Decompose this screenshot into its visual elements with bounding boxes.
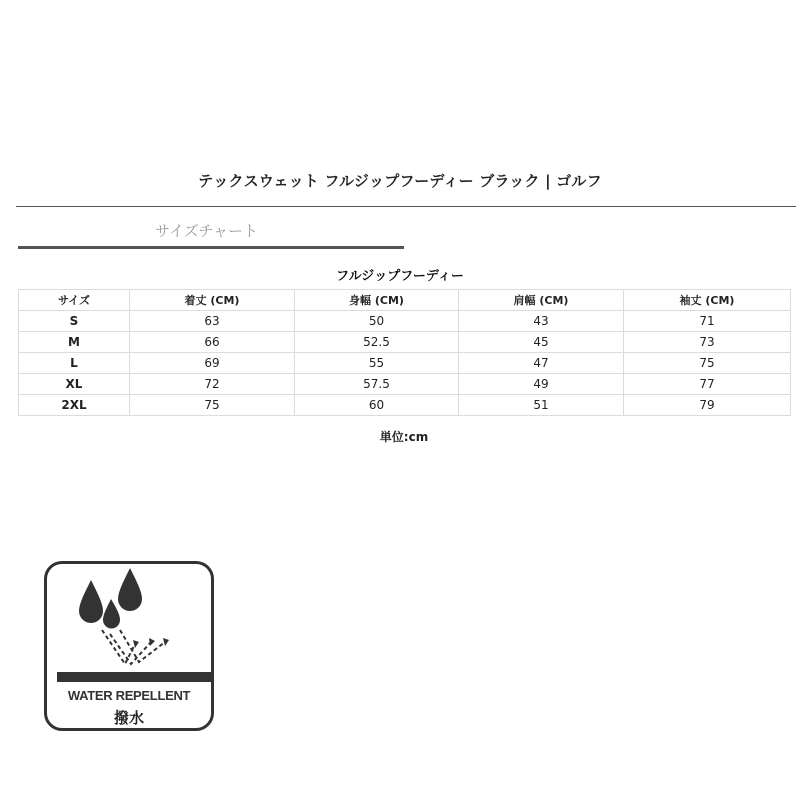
size-cell: XL xyxy=(19,374,130,395)
column-header-chest-width: 身幅 (CM) xyxy=(295,290,459,311)
column-header-sleeve-length: 袖丈 (CM) xyxy=(624,290,791,311)
table-cell: 79 xyxy=(624,395,791,416)
table-row xyxy=(19,332,791,353)
table-row xyxy=(19,395,791,416)
badge-label-ja: 撥水 xyxy=(113,709,144,727)
table-row xyxy=(19,353,791,374)
table-cell: 49 xyxy=(459,374,624,395)
water-repellent-icon xyxy=(47,564,211,728)
column-header-size: サイズ xyxy=(19,290,130,311)
table-caption: フルジップフーディー xyxy=(336,269,464,284)
table-cell: 75 xyxy=(624,353,791,374)
title-divider xyxy=(16,206,796,207)
table-cell: 45 xyxy=(459,332,624,353)
table-cell: 43 xyxy=(459,311,624,332)
product-title: テックスウェット フルジップフーディー ブラック | ゴルフ xyxy=(198,172,602,190)
size-cell: S xyxy=(19,311,130,332)
table-row xyxy=(19,311,791,332)
size-table xyxy=(18,289,791,416)
table-cell: 69 xyxy=(130,353,295,374)
table-cell: 52.5 xyxy=(295,332,459,353)
table-cell: 55 xyxy=(295,353,459,374)
table-row xyxy=(19,374,791,395)
table-cell: 57.5 xyxy=(295,374,459,395)
tab-active-indicator xyxy=(18,246,404,249)
size-cell: M xyxy=(19,332,130,353)
table-cell: 51 xyxy=(459,395,624,416)
unit-note: 単位:cm xyxy=(379,430,429,444)
table-cell: 63 xyxy=(130,311,295,332)
table-header-row xyxy=(19,290,791,311)
tab-size-chart[interactable]: サイズチャート xyxy=(155,222,259,240)
table-cell: 73 xyxy=(624,332,791,353)
water-repellent-badge xyxy=(44,561,214,731)
table-cell: 71 xyxy=(624,311,791,332)
table-cell: 72 xyxy=(130,374,295,395)
badge-label-en: WATER REPELLENT xyxy=(67,688,191,703)
table-cell: 47 xyxy=(459,353,624,374)
size-cell: L xyxy=(19,353,130,374)
table-cell: 77 xyxy=(624,374,791,395)
table-cell: 60 xyxy=(295,395,459,416)
size-cell: 2XL xyxy=(19,395,130,416)
column-header-length: 着丈 (CM) xyxy=(130,290,295,311)
table-cell: 50 xyxy=(295,311,459,332)
table-cell: 66 xyxy=(130,332,295,353)
table-cell: 75 xyxy=(130,395,295,416)
column-header-shoulder-width: 肩幅 (CM) xyxy=(459,290,624,311)
